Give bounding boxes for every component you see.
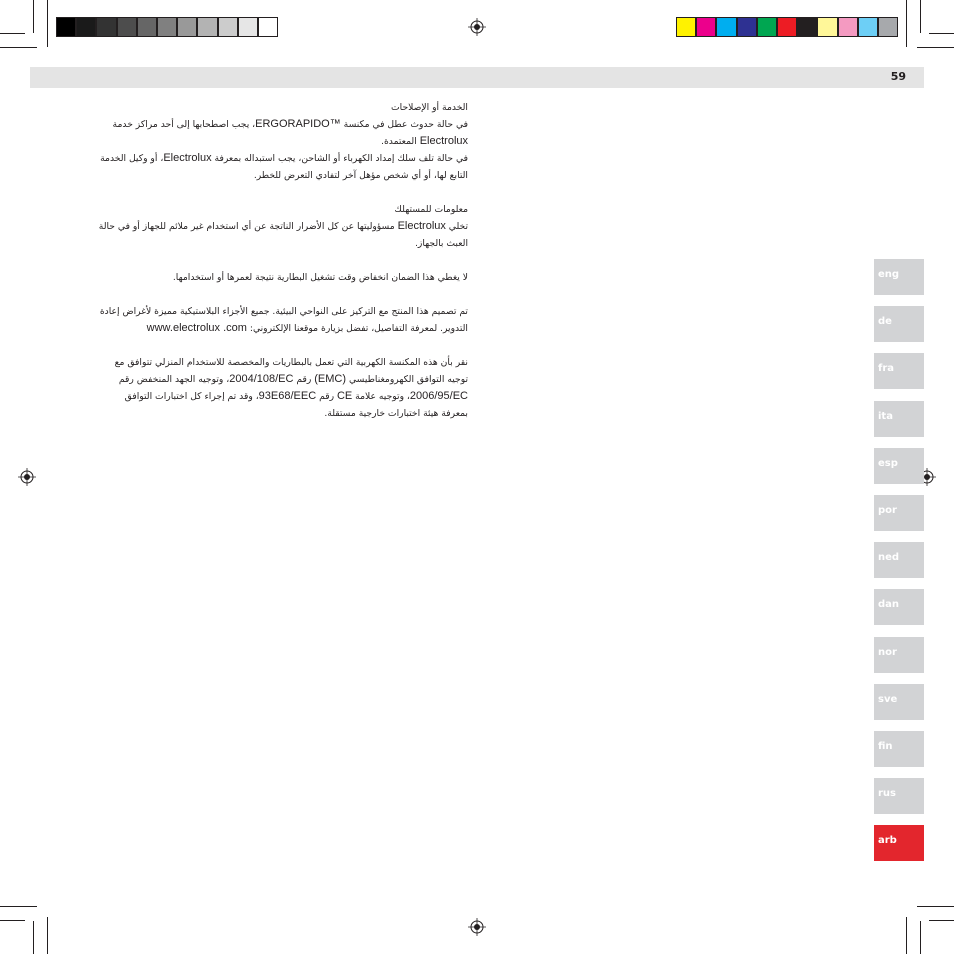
text-run: مسؤوليتها عن كل الأضرار الناتجة عن أي استخدام غير ملائم للجهاز أو في حالة العبث بالجهاز.	[98, 221, 468, 249]
gray-swatch	[76, 17, 96, 37]
gray-swatch	[56, 17, 76, 37]
text-run: في حالة تلف سلك إمداد الكهرباء أو الشاحن، يجب استبداله بمعرفة	[211, 153, 468, 164]
language-tab-nor[interactable]: nor	[874, 637, 924, 673]
text-run: ، أو وكيل الخدمة التابع لها، أو أي شخص مؤهل آخر لتفادي التعرض للخطر.	[100, 153, 468, 181]
language-tab-sve[interactable]: sve	[874, 684, 924, 720]
company-name: Electrolux	[163, 152, 212, 164]
color-swatch	[737, 17, 757, 37]
registration-mark-left-icon	[18, 468, 36, 486]
company-name: Electrolux	[397, 220, 446, 232]
text-run: ، وتوجيه الجهد المنخفض رقم	[118, 374, 230, 385]
lvd-directive-code: 2006/95/EC	[409, 390, 468, 402]
language-tab-de[interactable]: de	[874, 306, 924, 342]
warranty-paragraph: لا يغطي هذا الضمان انخفاض وقت تشغيل البطارية نتيجة لعمرها أو استخدامها.	[172, 272, 468, 283]
language-tab-dan[interactable]: dan	[874, 589, 924, 625]
color-swatch	[676, 17, 696, 37]
header-bar	[30, 67, 924, 88]
product-name: ERGORAPIDO™	[255, 118, 341, 130]
color-swatch	[716, 17, 736, 37]
text-run: رقم	[316, 391, 337, 402]
text-run: تخلي	[445, 221, 468, 232]
color-swatch	[797, 17, 817, 37]
language-tab-arb[interactable]: arb	[874, 825, 924, 861]
text-run: في حالة حدوث عطل في مكنسة	[340, 119, 468, 130]
registration-mark-bottom-icon	[468, 918, 486, 936]
gray-swatch	[258, 17, 278, 37]
language-tab-eng[interactable]: eng	[874, 259, 924, 295]
gray-swatch	[197, 17, 217, 37]
color-swatch	[817, 17, 837, 37]
emc-directive-code: 2004/108/EC	[229, 373, 294, 385]
color-swatch	[838, 17, 858, 37]
gray-swatch	[218, 17, 238, 37]
language-tab-fra[interactable]: fra	[874, 353, 924, 389]
page-number: 59	[890, 70, 906, 83]
gray-swatch	[238, 17, 258, 37]
service-paragraph-1	[96, 116, 468, 150]
text-run: تم تصميم هذا المنتج مع التركيز على النواحي البيئية. جميع الأجزاء البلاستيكية مميزة لأغراض إعادة التدوير. لمعرفة التفاصيل، تفضل بزيارة موقعنا الإلكتروني:	[99, 306, 468, 334]
consumer-section	[96, 201, 468, 252]
service-paragraph-2	[96, 150, 468, 184]
ce-mark-label: CE	[336, 390, 353, 402]
text-run: نقر بأن هذه المكنسة الكهربية التي تعمل بالبطاريات والمخصصة للاستخدام المنزلي تتوافق مع توجيه التوافق الكهرومغناطيسي	[114, 357, 468, 385]
document-body	[96, 99, 468, 439]
language-tab-por[interactable]: por	[874, 495, 924, 531]
color-swatch	[757, 17, 777, 37]
gray-swatch	[137, 17, 157, 37]
color-swatch	[858, 17, 878, 37]
text-run: ، وتوجيه علامة	[352, 391, 410, 402]
color-swatch	[696, 17, 716, 37]
website-url: www.electrolux .com	[146, 322, 247, 334]
language-tab-rus[interactable]: rus	[874, 778, 924, 814]
service-heading: الخدمة أو الإصلاحات	[391, 102, 468, 113]
language-tab-ita[interactable]: ita	[874, 401, 924, 437]
gray-swatch	[117, 17, 137, 37]
ce-directive-code: 93E68/EEC	[258, 390, 317, 402]
text-run: رقم	[293, 374, 315, 385]
text-run: المعتمدة.	[381, 136, 420, 147]
gray-swatch	[177, 17, 197, 37]
compliance-paragraph	[96, 354, 468, 422]
consumer-paragraph	[96, 218, 468, 252]
language-tab-esp[interactable]: esp	[874, 448, 924, 484]
color-swatch	[777, 17, 797, 37]
color-swatch	[878, 17, 898, 37]
gray-swatch	[96, 17, 116, 37]
text-run: ، وقد تم إجراء كل اختبارات التوافق بمعرفة هيئة اختبارات خارجية مستقلة.	[124, 391, 468, 419]
gray-swatch	[157, 17, 177, 37]
emc-abbrev: (EMC)	[314, 373, 347, 385]
registration-mark-top-icon	[468, 18, 486, 36]
company-name: Electrolux	[419, 135, 468, 147]
language-tab-fin[interactable]: fin	[874, 731, 924, 767]
service-section	[96, 99, 468, 184]
text-run: ، يجب اصطحابها إلى أحد مراكز خدمة	[112, 119, 256, 130]
consumer-heading: معلومات للمستهلك	[394, 204, 468, 215]
language-tab-ned[interactable]: ned	[874, 542, 924, 578]
environment-paragraph	[96, 303, 468, 337]
